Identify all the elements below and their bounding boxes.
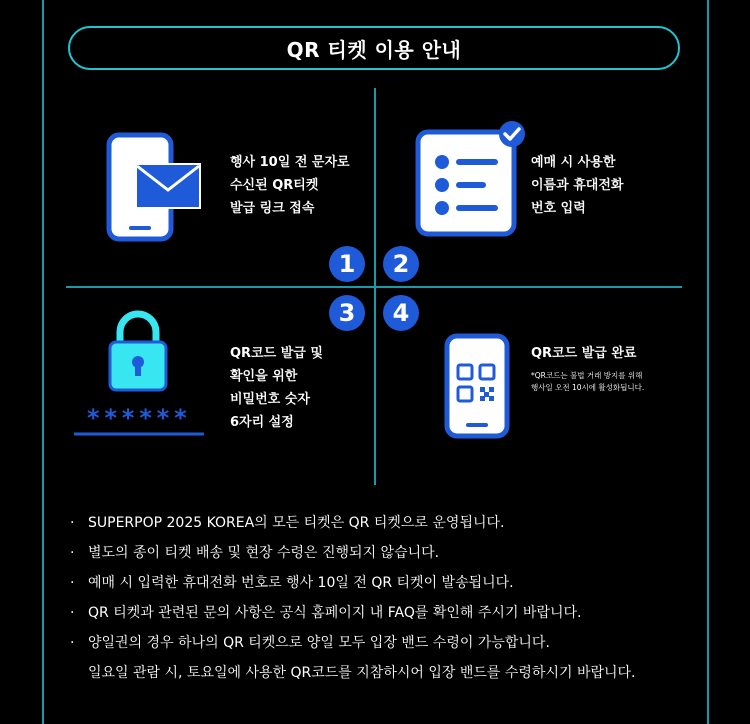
page-title: QR 티켓 이용 안내 [68,26,680,70]
step-1-badge: 1 [329,246,365,282]
step-3-badge: 3 [329,295,365,331]
list-item: · SUPERPOP 2025 KOREA의 모든 티켓은 QR 티켓으로 운영됩니다. [70,515,505,531]
list-item: · QR 티켓과 관련된 문의 사항은 공식 홈페이지 내 FAQ를 확인해 주시기 바랍니다. [70,605,582,621]
step-3-text: QR코드 발급 및 확인을 위한 비밀번호 숫자 6자리 설정 [230,346,323,430]
step-4-text: QR코드 발급 완료 [531,346,637,361]
list-item: · 예매 시 입력한 휴대전화 번호로 행사 10일 전 QR 티켓이 발송됩니다. [70,575,514,591]
step-2-badge: 2 [383,246,419,282]
step-2-text: 예매 시 사용한 이름과 휴대전화 번호 입력 [531,155,624,216]
frame-line-left [42,0,44,724]
password-mask: ****** [86,404,191,432]
list-item: · 별도의 종이 티켓 배송 및 현장 수령은 진행되지 않습니다. [70,545,440,561]
form-check-icon [414,120,532,238]
notes-list [70,508,710,688]
list-item: · 양일권의 경우 하나의 QR 티켓으로 양일 모두 입장 밴드 수령이 가능합니다. 일요일 관람 시, 토요일에 사용한 QR코드를 지참하시어 입장 밴드를 수령하시기 바랍니다. [70,635,636,681]
phone-qr-icon [444,333,510,439]
step-4-badge: 4 [383,295,419,331]
step-4-note: *QR코드는 불법 거래 방지를 위해 행사일 오전 10시에 활성화됩니다. [531,371,645,392]
divider-horizontal [66,286,682,288]
step-1-text: 행사 10일 전 문자로 수신된 QR티켓 발급 링크 접속 [230,155,350,216]
phone-mail-icon [104,132,204,242]
